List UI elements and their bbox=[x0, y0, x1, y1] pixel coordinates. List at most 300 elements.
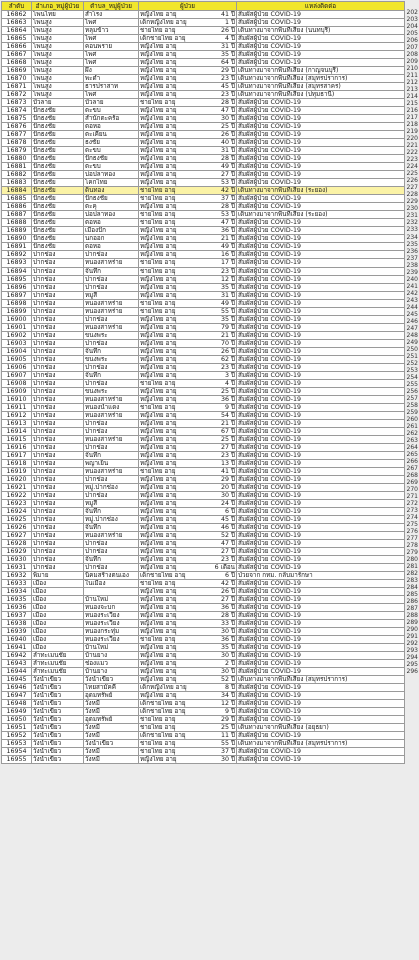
cell-source[interactable]: สัมผัสผู้ป่วย COVID-19 bbox=[237, 203, 405, 211]
cell-no[interactable]: 16877 bbox=[2, 131, 32, 139]
cell-tambon[interactable]: อุดมทรัพย์ bbox=[84, 692, 139, 700]
cell-patient[interactable] bbox=[139, 700, 237, 708]
cell-patient[interactable] bbox=[139, 435, 237, 443]
cell-source[interactable]: สัมผัสผู้ป่วย COVID-19 bbox=[237, 419, 405, 427]
cell-no[interactable]: 16942 bbox=[2, 652, 32, 660]
cell-amphoe[interactable]: ปากช่อง bbox=[32, 499, 84, 507]
cell-patient[interactable] bbox=[139, 708, 237, 716]
cell-patient[interactable] bbox=[139, 556, 237, 564]
cell-source[interactable]: สัมผัสผู้ป่วย COVID-19 bbox=[237, 131, 405, 139]
cell-amphoe[interactable]: ปากช่อง bbox=[32, 259, 84, 267]
cell-source[interactable]: สัมผัสผู้ป่วย COVID-19 bbox=[237, 147, 405, 155]
cell-no[interactable]: 16954 bbox=[2, 748, 32, 756]
cell-source[interactable]: สัมผัสผู้ป่วย COVID-19 bbox=[237, 355, 405, 363]
cell-tambon[interactable]: หนองสาหร่าย bbox=[84, 307, 139, 315]
cell-patient[interactable] bbox=[139, 43, 237, 51]
cell-tambon[interactable]: ไพศ bbox=[84, 19, 139, 27]
cell-tambon[interactable]: หมู่.ปากช่อง bbox=[84, 483, 139, 491]
cell-patient[interactable] bbox=[139, 187, 237, 195]
cell-amphoe[interactable]: ปักธงชัย bbox=[32, 171, 84, 179]
cell-tambon[interactable]: โคกไทย bbox=[84, 179, 139, 187]
cell-source[interactable]: สัมผัสผู้ป่วย COVID-19 bbox=[237, 652, 405, 660]
cell-no[interactable]: 16862 bbox=[2, 11, 32, 19]
cell-tambon[interactable]: ปากช่อง bbox=[84, 548, 139, 556]
cell-no[interactable]: 16908 bbox=[2, 379, 32, 387]
cell-patient[interactable] bbox=[139, 515, 237, 523]
cell-tambon[interactable]: พะดำ bbox=[84, 75, 139, 83]
cell-tambon[interactable]: จันทึก bbox=[84, 371, 139, 379]
cell-patient[interactable] bbox=[139, 548, 237, 556]
cell-tambon[interactable]: อุดมทรัพย์ bbox=[84, 716, 139, 724]
cell-tambon[interactable]: ผึ้ง bbox=[84, 67, 139, 75]
cell-source[interactable]: สัมผัสผู้ป่วย COVID-19 bbox=[237, 411, 405, 419]
cell-tambon[interactable]: หนองจะบก bbox=[84, 604, 139, 612]
cell-tambon[interactable]: ปากช่อง bbox=[84, 275, 139, 283]
cell-tambon[interactable]: ช่องแมว bbox=[84, 660, 139, 668]
cell-amphoe[interactable]: ปากช่อง bbox=[32, 379, 84, 387]
cell-no[interactable]: 16916 bbox=[2, 443, 32, 451]
cell-amphoe[interactable]: วังน้ำเขียว bbox=[32, 732, 84, 740]
cell-patient[interactable] bbox=[139, 724, 237, 732]
cell-tambon[interactable]: ธารปราสาท bbox=[84, 83, 139, 91]
cell-no[interactable]: 16944 bbox=[2, 668, 32, 676]
cell-tambon[interactable]: ไพศ bbox=[84, 91, 139, 99]
cell-patient[interactable] bbox=[139, 628, 237, 636]
cell-source[interactable]: สัมผัสผู้ป่วย COVID-19 bbox=[237, 363, 405, 371]
cell-source[interactable]: สัมผัสผู้ป่วย COVID-19 bbox=[237, 524, 405, 532]
cell-amphoe[interactable]: เมือง bbox=[32, 580, 84, 588]
cell-tambon[interactable]: บ่อปลาทอง bbox=[84, 211, 139, 219]
cell-tambon[interactable]: ปากช่อง bbox=[84, 491, 139, 499]
cell-no[interactable]: 16886 bbox=[2, 203, 32, 211]
cell-amphoe[interactable]: ปากช่อง bbox=[32, 548, 84, 556]
cell-patient[interactable] bbox=[139, 459, 237, 467]
cell-no[interactable]: 16871 bbox=[2, 83, 32, 91]
cell-no[interactable]: 16901 bbox=[2, 323, 32, 331]
cell-source[interactable]: เดินทางมาจากพื้นที่เสี่ยง (นนทบุรี) bbox=[237, 27, 405, 35]
cell-source[interactable]: สัมผัสผู้ป่วย COVID-19 bbox=[237, 155, 405, 163]
cell-source[interactable]: สัมผัสผู้ป่วย COVID-19 bbox=[237, 19, 405, 27]
cell-no[interactable]: 16899 bbox=[2, 307, 32, 315]
cell-no[interactable]: 16872 bbox=[2, 91, 32, 99]
cell-amphoe[interactable]: โพนไทย bbox=[32, 11, 84, 19]
cell-source[interactable]: สัมผัสผู้ป่วย COVID-19 bbox=[237, 179, 405, 187]
cell-no[interactable]: 16946 bbox=[2, 684, 32, 692]
cell-amphoe[interactable]: ปากช่อง bbox=[32, 515, 84, 523]
cell-no[interactable]: 16955 bbox=[2, 756, 32, 764]
cell-amphoe[interactable]: โพนสูง bbox=[32, 19, 84, 27]
cell-patient[interactable] bbox=[139, 499, 237, 507]
cell-no[interactable]: 16932 bbox=[2, 572, 32, 580]
cell-patient[interactable] bbox=[139, 491, 237, 499]
cell-patient[interactable] bbox=[139, 171, 237, 179]
cell-patient[interactable] bbox=[139, 507, 237, 515]
cell-source[interactable]: สัมผัสผู้ป่วย COVID-19 bbox=[237, 459, 405, 467]
cell-source[interactable]: สัมผัสผู้ป่วย COVID-19 bbox=[237, 427, 405, 435]
cell-no[interactable]: 16939 bbox=[2, 628, 32, 636]
cell-tambon[interactable]: ปากช่อง bbox=[84, 427, 139, 435]
cell-patient[interactable] bbox=[139, 219, 237, 227]
cell-amphoe[interactable]: ปากช่อง bbox=[32, 331, 84, 339]
cell-amphoe[interactable]: ปักธงชัย bbox=[32, 179, 84, 187]
cell-no[interactable]: 16926 bbox=[2, 524, 32, 532]
cell-no[interactable]: 16870 bbox=[2, 75, 32, 83]
cell-tambon[interactable]: วังหมี bbox=[84, 708, 139, 716]
cell-amphoe[interactable]: ปักธงชัย bbox=[32, 235, 84, 243]
cell-no[interactable]: 16951 bbox=[2, 724, 32, 732]
cell-amphoe[interactable]: เมือง bbox=[32, 612, 84, 620]
cell-source[interactable]: เดินทางมาจากพื้นที่เสี่ยง (สมุทรปราการ) bbox=[237, 676, 405, 684]
cell-amphoe[interactable]: บัวลาย bbox=[32, 99, 84, 107]
cell-source[interactable]: สัมผัสผู้ป่วย COVID-19 bbox=[237, 580, 405, 588]
cell-patient[interactable] bbox=[139, 27, 237, 35]
cell-no[interactable]: 16925 bbox=[2, 515, 32, 523]
cell-no[interactable]: 16900 bbox=[2, 315, 32, 323]
cell-tambon[interactable]: ตะเคียน bbox=[84, 131, 139, 139]
cell-source[interactable]: สัมผัสผู้ป่วย COVID-19 bbox=[237, 323, 405, 331]
cell-no[interactable]: 16887 bbox=[2, 211, 32, 219]
header-patient[interactable]: ผู้ป่วย bbox=[139, 2, 237, 11]
cell-no[interactable]: 16934 bbox=[2, 588, 32, 596]
cell-amphoe[interactable]: ปักธงชัย bbox=[32, 187, 84, 195]
cell-patient[interactable] bbox=[139, 147, 237, 155]
cell-source[interactable]: เดินทางมาจากพื้นที่เสี่ยง (สมุทรปราการ) bbox=[237, 740, 405, 748]
cell-patient[interactable] bbox=[139, 403, 237, 411]
cell-amphoe[interactable]: วังน้ำเขียว bbox=[32, 700, 84, 708]
cell-amphoe[interactable]: ลำทะเมนชัย bbox=[32, 660, 84, 668]
cell-source[interactable]: สัมผัสผู้ป่วย COVID-19 bbox=[237, 604, 405, 612]
cell-patient[interactable] bbox=[139, 259, 237, 267]
cell-source[interactable]: สัมผัสผู้ป่วย COVID-19 bbox=[237, 99, 405, 107]
cell-patient[interactable] bbox=[139, 692, 237, 700]
cell-source[interactable]: สัมผัสผู้ป่วย COVID-19 bbox=[237, 467, 405, 475]
cell-source[interactable]: สัมผัสผู้ป่วย COVID-19 bbox=[237, 660, 405, 668]
cell-tambon[interactable]: บ่อปลาทอง bbox=[84, 171, 139, 179]
cell-tambon[interactable]: บ้านยาง bbox=[84, 652, 139, 660]
cell-amphoe[interactable]: วังน้ำเขียว bbox=[32, 740, 84, 748]
cell-no[interactable]: 16894 bbox=[2, 267, 32, 275]
cell-patient[interactable] bbox=[139, 299, 237, 307]
header-tambon[interactable]: ตำบล_หมู่ผู้ป่วย bbox=[84, 2, 139, 11]
cell-source[interactable]: สัมผัสผู้ป่วย COVID-19 bbox=[237, 716, 405, 724]
cell-no[interactable]: 16948 bbox=[2, 700, 32, 708]
cell-amphoe[interactable]: ปากช่อง bbox=[32, 355, 84, 363]
cell-patient[interactable] bbox=[139, 540, 237, 548]
cell-patient[interactable] bbox=[139, 35, 237, 43]
cell-no[interactable]: 16931 bbox=[2, 564, 32, 572]
cell-patient[interactable] bbox=[139, 475, 237, 483]
cell-tambon[interactable]: วังหมี bbox=[84, 748, 139, 756]
cell-tambon[interactable]: ในเมือง bbox=[84, 580, 139, 588]
cell-no[interactable]: 16890 bbox=[2, 235, 32, 243]
cell-tambon[interactable]: หนองสาหร่าย bbox=[84, 395, 139, 403]
cell-patient[interactable] bbox=[139, 660, 237, 668]
cell-amphoe[interactable]: ปักธงชัย bbox=[32, 107, 84, 115]
cell-source[interactable]: สัมผัสผู้ป่วย COVID-19 bbox=[237, 692, 405, 700]
cell-patient[interactable] bbox=[139, 243, 237, 251]
cell-amphoe[interactable]: เมือง bbox=[32, 604, 84, 612]
cell-amphoe[interactable]: เมือง bbox=[32, 620, 84, 628]
cell-patient[interactable] bbox=[139, 612, 237, 620]
cell-no[interactable]: 16865 bbox=[2, 35, 32, 43]
cell-patient[interactable] bbox=[139, 59, 237, 67]
cell-tambon[interactable]: นกออก bbox=[84, 235, 139, 243]
cell-source[interactable]: สัมผัสผู้ป่วย COVID-19 bbox=[237, 347, 405, 355]
cell-amphoe[interactable]: ปักธงชัย bbox=[32, 195, 84, 203]
cell-no[interactable]: 16876 bbox=[2, 123, 32, 131]
cell-tambon[interactable]: วังหมี bbox=[84, 756, 139, 764]
cell-no[interactable]: 16869 bbox=[2, 67, 32, 75]
cell-tambon[interactable]: บ้านใหม่ bbox=[84, 596, 139, 604]
cell-tambon[interactable]: ตอหอ bbox=[84, 243, 139, 251]
cell-patient[interactable] bbox=[139, 131, 237, 139]
cell-amphoe[interactable]: วังน้ำเขียว bbox=[32, 684, 84, 692]
cell-tambon[interactable]: ปักธงชัย bbox=[84, 155, 139, 163]
cell-patient[interactable] bbox=[139, 275, 237, 283]
cell-no[interactable]: 16936 bbox=[2, 604, 32, 612]
cell-no[interactable]: 16884 bbox=[2, 187, 32, 195]
cell-source[interactable]: สัมผัสผู้ป่วย COVID-19 bbox=[237, 123, 405, 131]
cell-no[interactable]: 16896 bbox=[2, 283, 32, 291]
cell-tambon[interactable] bbox=[84, 588, 139, 596]
cell-source[interactable]: สัมผัสผู้ป่วย COVID-19 bbox=[237, 748, 405, 756]
cell-source[interactable]: สัมผัสผู้ป่วย COVID-19 bbox=[237, 163, 405, 171]
cell-no[interactable]: 16928 bbox=[2, 540, 32, 548]
cell-no[interactable]: 16920 bbox=[2, 475, 32, 483]
cell-source[interactable]: สัมผัสผู้ป่วย COVID-19 bbox=[237, 499, 405, 507]
cell-amphoe[interactable]: ปักธงชัย bbox=[32, 219, 84, 227]
cell-source[interactable]: สัมผัสผู้ป่วย COVID-19 bbox=[237, 299, 405, 307]
cell-source[interactable]: สัมผัสผู้ป่วย COVID-19 bbox=[237, 259, 405, 267]
cell-amphoe[interactable]: ปากช่อง bbox=[32, 371, 84, 379]
cell-patient[interactable] bbox=[139, 315, 237, 323]
cell-amphoe[interactable]: ปากช่อง bbox=[32, 299, 84, 307]
cell-tambon[interactable]: บัวลาย bbox=[84, 99, 139, 107]
cell-amphoe[interactable]: ปากช่อง bbox=[32, 451, 84, 459]
cell-amphoe[interactable]: วังน้ำเขียว bbox=[32, 676, 84, 684]
cell-source[interactable]: สัมผัสผู้ป่วย COVID-19 bbox=[237, 11, 405, 19]
cell-source[interactable]: สัมผัสผู้ป่วย COVID-19 bbox=[237, 588, 405, 596]
cell-no[interactable]: 16892 bbox=[2, 251, 32, 259]
cell-no[interactable]: 16888 bbox=[2, 219, 32, 227]
cell-amphoe[interactable]: โพนสูง bbox=[32, 27, 84, 35]
cell-tambon[interactable]: ปากช่อง bbox=[84, 251, 139, 259]
cell-tambon[interactable]: ปากช่อง bbox=[84, 339, 139, 347]
cell-amphoe[interactable]: ปักธงชัย bbox=[32, 227, 84, 235]
cell-source[interactable]: สัมผัสผู้ป่วย COVID-19 bbox=[237, 548, 405, 556]
cell-source[interactable]: สัมผัสผู้ป่วย COVID-19 bbox=[237, 243, 405, 251]
cell-tambon[interactable]: จันทึก bbox=[84, 556, 139, 564]
cell-tambon[interactable]: หนองสาหร่าย bbox=[84, 532, 139, 540]
cell-no[interactable]: 16915 bbox=[2, 435, 32, 443]
cell-no[interactable]: 16878 bbox=[2, 139, 32, 147]
cell-no[interactable]: 16937 bbox=[2, 612, 32, 620]
cell-amphoe[interactable]: วังน้ำเขียว bbox=[32, 748, 84, 756]
cell-amphoe[interactable]: ปากช่อง bbox=[32, 275, 84, 283]
cell-source[interactable]: สัมผัสผู้ป่วย COVID-19 bbox=[237, 475, 405, 483]
cell-source[interactable]: สัมผัสผู้ป่วย COVID-19 bbox=[237, 596, 405, 604]
cell-patient[interactable] bbox=[139, 203, 237, 211]
cell-no[interactable]: 16898 bbox=[2, 299, 32, 307]
cell-patient[interactable] bbox=[139, 620, 237, 628]
cell-patient[interactable] bbox=[139, 443, 237, 451]
cell-no[interactable]: 16919 bbox=[2, 467, 32, 475]
cell-amphoe[interactable]: เมือง bbox=[32, 644, 84, 652]
cell-source[interactable]: สัมผัสผู้ป่วย COVID-19 bbox=[237, 371, 405, 379]
cell-patient[interactable] bbox=[139, 123, 237, 131]
cell-no[interactable]: 16905 bbox=[2, 355, 32, 363]
cell-source[interactable]: สัมผัสผู้ป่วย COVID-19 bbox=[237, 515, 405, 523]
cell-no[interactable]: 16917 bbox=[2, 451, 32, 459]
cell-tambon[interactable]: พญาเย็น bbox=[84, 459, 139, 467]
cell-no[interactable]: 16893 bbox=[2, 259, 32, 267]
cell-amphoe[interactable]: ปากช่อง bbox=[32, 323, 84, 331]
cell-amphoe[interactable]: พิมาย bbox=[32, 572, 84, 580]
cell-tambon[interactable]: นิคมสร้างตนเอง bbox=[84, 572, 139, 580]
cell-source[interactable]: สัมผัสผู้ป่วย COVID-19 bbox=[237, 43, 405, 51]
cell-source[interactable]: สัมผัสผู้ป่วย COVID-19 bbox=[237, 507, 405, 515]
cell-amphoe[interactable]: ลำทะเมนชัย bbox=[32, 668, 84, 676]
cell-patient[interactable] bbox=[139, 331, 237, 339]
cell-amphoe[interactable]: ปากช่อง bbox=[32, 339, 84, 347]
cell-patient[interactable] bbox=[139, 740, 237, 748]
cell-no[interactable]: 16880 bbox=[2, 155, 32, 163]
cell-patient[interactable] bbox=[139, 524, 237, 532]
cell-source[interactable]: สัมผัสผู้ป่วย COVID-19 bbox=[237, 35, 405, 43]
cell-patient[interactable] bbox=[139, 91, 237, 99]
cell-source[interactable]: สัมผัสผู้ป่วย COVID-19 bbox=[237, 331, 405, 339]
cell-patient[interactable] bbox=[139, 748, 237, 756]
cell-no[interactable]: 16910 bbox=[2, 395, 32, 403]
cell-tambon[interactable]: วังน้ำเขียว bbox=[84, 740, 139, 748]
cell-amphoe[interactable]: ปักธงชัย bbox=[32, 203, 84, 211]
cell-amphoe[interactable]: ปากช่อง bbox=[32, 564, 84, 572]
cell-tambon[interactable]: สำนักตะคร้อ bbox=[84, 115, 139, 123]
cell-tambon[interactable]: หมู่.ปากช่อง bbox=[84, 515, 139, 523]
cell-source[interactable]: สัมผัสผู้ป่วย COVID-19 bbox=[237, 107, 405, 115]
cell-tambon[interactable]: ตะขบ bbox=[84, 107, 139, 115]
cell-patient[interactable] bbox=[139, 99, 237, 107]
cell-no[interactable]: 16902 bbox=[2, 331, 32, 339]
cell-source[interactable]: เดินทางมาจากพื้นที่เสี่ยง (ปทุมธานี) bbox=[237, 91, 405, 99]
cell-source[interactable]: สัมผัสผู้ป่วย COVID-19 bbox=[237, 620, 405, 628]
cell-source[interactable]: สัมผัสผู้ป่วย COVID-19 bbox=[237, 275, 405, 283]
cell-amphoe[interactable]: ปากช่อง bbox=[32, 251, 84, 259]
cell-amphoe[interactable]: ปากช่อง bbox=[32, 459, 84, 467]
cell-tambon[interactable]: หนองกระทุ่ม bbox=[84, 628, 139, 636]
cell-patient[interactable] bbox=[139, 371, 237, 379]
cell-tambon[interactable]: หมูสี bbox=[84, 291, 139, 299]
cell-tambon[interactable]: หนองสาหร่าย bbox=[84, 411, 139, 419]
cell-source[interactable]: สัมผัสผู้ป่วย COVID-19 bbox=[237, 435, 405, 443]
cell-no[interactable]: 16907 bbox=[2, 371, 32, 379]
cell-no[interactable]: 16882 bbox=[2, 171, 32, 179]
cell-tambon[interactable]: ปากช่อง bbox=[84, 379, 139, 387]
cell-tambon[interactable]: บ้านยาง bbox=[84, 668, 139, 676]
cell-amphoe[interactable]: ปากช่อง bbox=[32, 427, 84, 435]
cell-no[interactable]: 16885 bbox=[2, 195, 32, 203]
cell-no[interactable]: 16895 bbox=[2, 275, 32, 283]
cell-no[interactable]: 16904 bbox=[2, 347, 32, 355]
cell-source[interactable]: สัมผัสผู้ป่วย COVID-19 bbox=[237, 556, 405, 564]
cell-amphoe[interactable]: ปากช่อง bbox=[32, 467, 84, 475]
cell-patient[interactable] bbox=[139, 355, 237, 363]
cell-source[interactable]: สัมผัสผู้ป่วย COVID-19 bbox=[237, 115, 405, 123]
cell-patient[interactable] bbox=[139, 75, 237, 83]
cell-patient[interactable] bbox=[139, 732, 237, 740]
cell-tambon[interactable]: ขนงพระ bbox=[84, 387, 139, 395]
cell-amphoe[interactable]: โพนสูง bbox=[32, 83, 84, 91]
cell-tambon[interactable]: ปากช่อง bbox=[84, 363, 139, 371]
cell-tambon[interactable]: หนองสาหร่าย bbox=[84, 299, 139, 307]
cell-tambon[interactable]: หนองน้ำแดง bbox=[84, 403, 139, 411]
cell-tambon[interactable]: ปากช่อง bbox=[84, 564, 139, 572]
cell-amphoe[interactable]: ปากช่อง bbox=[32, 419, 84, 427]
cell-source[interactable]: สัมผัสผู้ป่วย COVID-19 bbox=[237, 59, 405, 67]
cell-amphoe[interactable]: ปากช่อง bbox=[32, 347, 84, 355]
cell-amphoe[interactable]: ปากช่อง bbox=[32, 315, 84, 323]
cell-amphoe[interactable]: โพนสูง bbox=[32, 67, 84, 75]
cell-no[interactable]: 16924 bbox=[2, 507, 32, 515]
cell-tambon[interactable]: ตะขบ bbox=[84, 163, 139, 171]
cell-no[interactable]: 16903 bbox=[2, 339, 32, 347]
cell-amphoe[interactable]: ปักธงชัย bbox=[32, 123, 84, 131]
cell-no[interactable]: 16941 bbox=[2, 644, 32, 652]
cell-source[interactable]: สัมผัสผู้ป่วย COVID-19 bbox=[237, 443, 405, 451]
cell-no[interactable]: 16945 bbox=[2, 676, 32, 684]
cell-tambon[interactable]: หมูสี bbox=[84, 499, 139, 507]
cell-amphoe[interactable]: ปากช่อง bbox=[32, 387, 84, 395]
cell-patient[interactable] bbox=[139, 267, 237, 275]
cell-patient[interactable] bbox=[139, 483, 237, 491]
cell-source[interactable]: สัมผัสผู้ป่วย COVID-19 bbox=[237, 732, 405, 740]
cell-patient[interactable] bbox=[139, 227, 237, 235]
cell-no[interactable]: 16914 bbox=[2, 427, 32, 435]
cell-patient[interactable] bbox=[139, 668, 237, 676]
cell-tambon[interactable]: หนองสาหร่าย bbox=[84, 323, 139, 331]
cell-amphoe[interactable]: วังน้ำเขียว bbox=[32, 692, 84, 700]
cell-tambon[interactable]: ธงชัย bbox=[84, 139, 139, 147]
cell-no[interactable]: 16883 bbox=[2, 179, 32, 187]
cell-tambon[interactable]: ปักธงชัย bbox=[84, 195, 139, 203]
cell-amphoe[interactable]: ปากช่อง bbox=[32, 443, 84, 451]
cell-source[interactable]: สัมผัสผู้ป่วย COVID-19 bbox=[237, 564, 405, 572]
cell-source[interactable]: สัมผัสผู้ป่วย COVID-19 bbox=[237, 219, 405, 227]
cell-amphoe[interactable]: ปากช่อง bbox=[32, 411, 84, 419]
cell-amphoe[interactable]: เมือง bbox=[32, 628, 84, 636]
cell-no[interactable]: 16943 bbox=[2, 660, 32, 668]
cell-no[interactable]: 16891 bbox=[2, 243, 32, 251]
cell-no[interactable]: 16952 bbox=[2, 732, 32, 740]
cell-tambon[interactable]: ปากช่อง bbox=[84, 443, 139, 451]
cell-source[interactable]: สัมผัสผู้ป่วย COVID-19 bbox=[237, 491, 405, 499]
cell-no[interactable]: 16864 bbox=[2, 27, 32, 35]
cell-tambon[interactable]: ไพศ bbox=[84, 35, 139, 43]
cell-tambon[interactable]: สำโรง bbox=[84, 11, 139, 19]
cell-tambon[interactable]: ไทยสามัคคี bbox=[84, 684, 139, 692]
cell-patient[interactable] bbox=[139, 451, 237, 459]
cell-patient[interactable] bbox=[139, 588, 237, 596]
cell-amphoe[interactable]: เมือง bbox=[32, 636, 84, 644]
cell-source[interactable]: ป่วยจาก กทม. กลับมารักษา bbox=[237, 572, 405, 580]
cell-tambon[interactable]: ขนงพระ bbox=[84, 331, 139, 339]
cell-patient[interactable] bbox=[139, 684, 237, 692]
cell-patient[interactable] bbox=[139, 139, 237, 147]
cell-patient[interactable] bbox=[139, 67, 237, 75]
cell-amphoe[interactable]: ปักธงชัย bbox=[32, 243, 84, 251]
cell-tambon[interactable]: ตะคุ bbox=[84, 203, 139, 211]
cell-tambon[interactable]: หนองสาหร่าย bbox=[84, 435, 139, 443]
